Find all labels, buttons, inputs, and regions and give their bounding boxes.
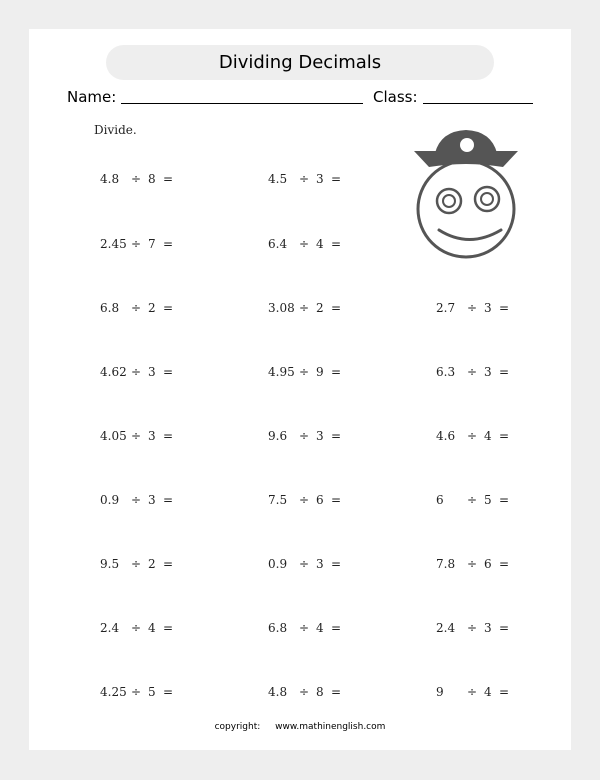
equals-sign: = bbox=[499, 429, 510, 443]
division-operator: ÷ bbox=[467, 493, 478, 507]
dividend: 9.6 bbox=[268, 429, 288, 443]
division-operator: ÷ bbox=[467, 621, 478, 635]
division-operator: ÷ bbox=[131, 429, 142, 443]
instruction-text: Divide. bbox=[94, 123, 137, 137]
division-operator: ÷ bbox=[299, 685, 310, 699]
divisor: 3 bbox=[148, 493, 156, 507]
dividend: 4.8 bbox=[100, 172, 120, 186]
dividend: 4.05 bbox=[100, 429, 127, 443]
equals-sign: = bbox=[163, 429, 174, 443]
worksheet-title: Dividing Decimals bbox=[106, 45, 494, 80]
dividend: 2.7 bbox=[436, 301, 456, 315]
equals-sign: = bbox=[331, 172, 342, 186]
divisor: 5 bbox=[148, 685, 156, 699]
division-operator: ÷ bbox=[299, 301, 310, 315]
equals-sign: = bbox=[499, 301, 510, 315]
dividend: 6.8 bbox=[100, 301, 120, 315]
equals-sign: = bbox=[499, 365, 510, 379]
dividend: 4.62 bbox=[100, 365, 127, 379]
smiley-with-cap-icon bbox=[411, 129, 521, 264]
dividend: 4.5 bbox=[268, 172, 288, 186]
dividend: 9 bbox=[436, 685, 444, 699]
equals-sign: = bbox=[499, 621, 510, 635]
divisor: 3 bbox=[148, 429, 156, 443]
equals-sign: = bbox=[331, 557, 342, 571]
divisor: 3 bbox=[484, 621, 492, 635]
division-operator: ÷ bbox=[467, 365, 478, 379]
dividend: 2.45 bbox=[100, 237, 127, 251]
division-operator: ÷ bbox=[299, 172, 310, 186]
division-operator: ÷ bbox=[131, 493, 142, 507]
dividend: 6.4 bbox=[268, 237, 288, 251]
divisor: 6 bbox=[316, 493, 324, 507]
division-operator: ÷ bbox=[467, 429, 478, 443]
class-label: Class: bbox=[373, 88, 418, 106]
division-operator: ÷ bbox=[299, 237, 310, 251]
division-operator: ÷ bbox=[131, 237, 142, 251]
dividend: 4.25 bbox=[100, 685, 127, 699]
equals-sign: = bbox=[331, 429, 342, 443]
equals-sign: = bbox=[499, 557, 510, 571]
division-operator: ÷ bbox=[131, 301, 142, 315]
equals-sign: = bbox=[331, 685, 342, 699]
dividend: 7.5 bbox=[268, 493, 288, 507]
equals-sign: = bbox=[163, 685, 174, 699]
equals-sign: = bbox=[331, 301, 342, 315]
class-blank bbox=[423, 103, 533, 104]
divisor: 4 bbox=[148, 621, 156, 635]
division-operator: ÷ bbox=[131, 685, 142, 699]
dividend: 4.95 bbox=[268, 365, 295, 379]
dividend: 2.4 bbox=[436, 621, 456, 635]
divisor: 4 bbox=[484, 429, 492, 443]
division-operator: ÷ bbox=[299, 621, 310, 635]
divisor: 4 bbox=[316, 237, 324, 251]
division-operator: ÷ bbox=[299, 429, 310, 443]
dividend: 7.8 bbox=[436, 557, 456, 571]
division-operator: ÷ bbox=[299, 557, 310, 571]
name-blank bbox=[121, 103, 363, 104]
division-operator: ÷ bbox=[467, 301, 478, 315]
equals-sign: = bbox=[163, 365, 174, 379]
name-label: Name: bbox=[67, 88, 117, 106]
copyright-footer bbox=[29, 722, 571, 732]
equals-sign: = bbox=[331, 365, 342, 379]
division-operator: ÷ bbox=[131, 621, 142, 635]
divisor: 4 bbox=[316, 621, 324, 635]
equals-sign: = bbox=[499, 685, 510, 699]
division-operator: ÷ bbox=[299, 493, 310, 507]
division-operator: ÷ bbox=[131, 365, 142, 379]
equals-sign: = bbox=[499, 493, 510, 507]
divisor: 3 bbox=[484, 365, 492, 379]
equals-sign: = bbox=[163, 621, 174, 635]
worksheet-page bbox=[29, 29, 571, 750]
division-operator: ÷ bbox=[131, 172, 142, 186]
equals-sign: = bbox=[331, 621, 342, 635]
divisor: 7 bbox=[148, 237, 156, 251]
equals-sign: = bbox=[163, 237, 174, 251]
divisor: 2 bbox=[316, 301, 324, 315]
dividend: 4.6 bbox=[436, 429, 456, 443]
dividend: 9.5 bbox=[100, 557, 120, 571]
equals-sign: = bbox=[331, 493, 342, 507]
equals-sign: = bbox=[331, 237, 342, 251]
division-operator: ÷ bbox=[299, 365, 310, 379]
dividend: 0.9 bbox=[100, 493, 120, 507]
divisor: 3 bbox=[316, 429, 324, 443]
divisor: 8 bbox=[316, 685, 324, 699]
division-operator: ÷ bbox=[467, 557, 478, 571]
division-operator: ÷ bbox=[131, 557, 142, 571]
dividend: 4.8 bbox=[268, 685, 288, 699]
divisor: 6 bbox=[484, 557, 492, 571]
divisor: 3 bbox=[316, 557, 324, 571]
dividend: 0.9 bbox=[268, 557, 288, 571]
divisor: 2 bbox=[148, 557, 156, 571]
equals-sign: = bbox=[163, 301, 174, 315]
dividend: 2.4 bbox=[100, 621, 120, 635]
dividend: 6.8 bbox=[268, 621, 288, 635]
equals-sign: = bbox=[163, 493, 174, 507]
copyright-label: copyright: bbox=[214, 722, 261, 732]
divisor: 3 bbox=[148, 365, 156, 379]
divisor: 3 bbox=[316, 172, 324, 186]
division-operator: ÷ bbox=[467, 685, 478, 699]
divisor: 4 bbox=[484, 685, 492, 699]
divisor: 2 bbox=[148, 301, 156, 315]
dividend: 3.08 bbox=[268, 301, 295, 315]
divisor: 5 bbox=[484, 493, 492, 507]
equals-sign: = bbox=[163, 557, 174, 571]
divisor: 3 bbox=[484, 301, 492, 315]
divisor: 8 bbox=[148, 172, 156, 186]
copyright-site: www.mathinenglish.com bbox=[275, 722, 386, 732]
dividend: 6.3 bbox=[436, 365, 456, 379]
equals-sign: = bbox=[163, 172, 174, 186]
divisor: 9 bbox=[316, 365, 324, 379]
dividend: 6 bbox=[436, 493, 444, 507]
